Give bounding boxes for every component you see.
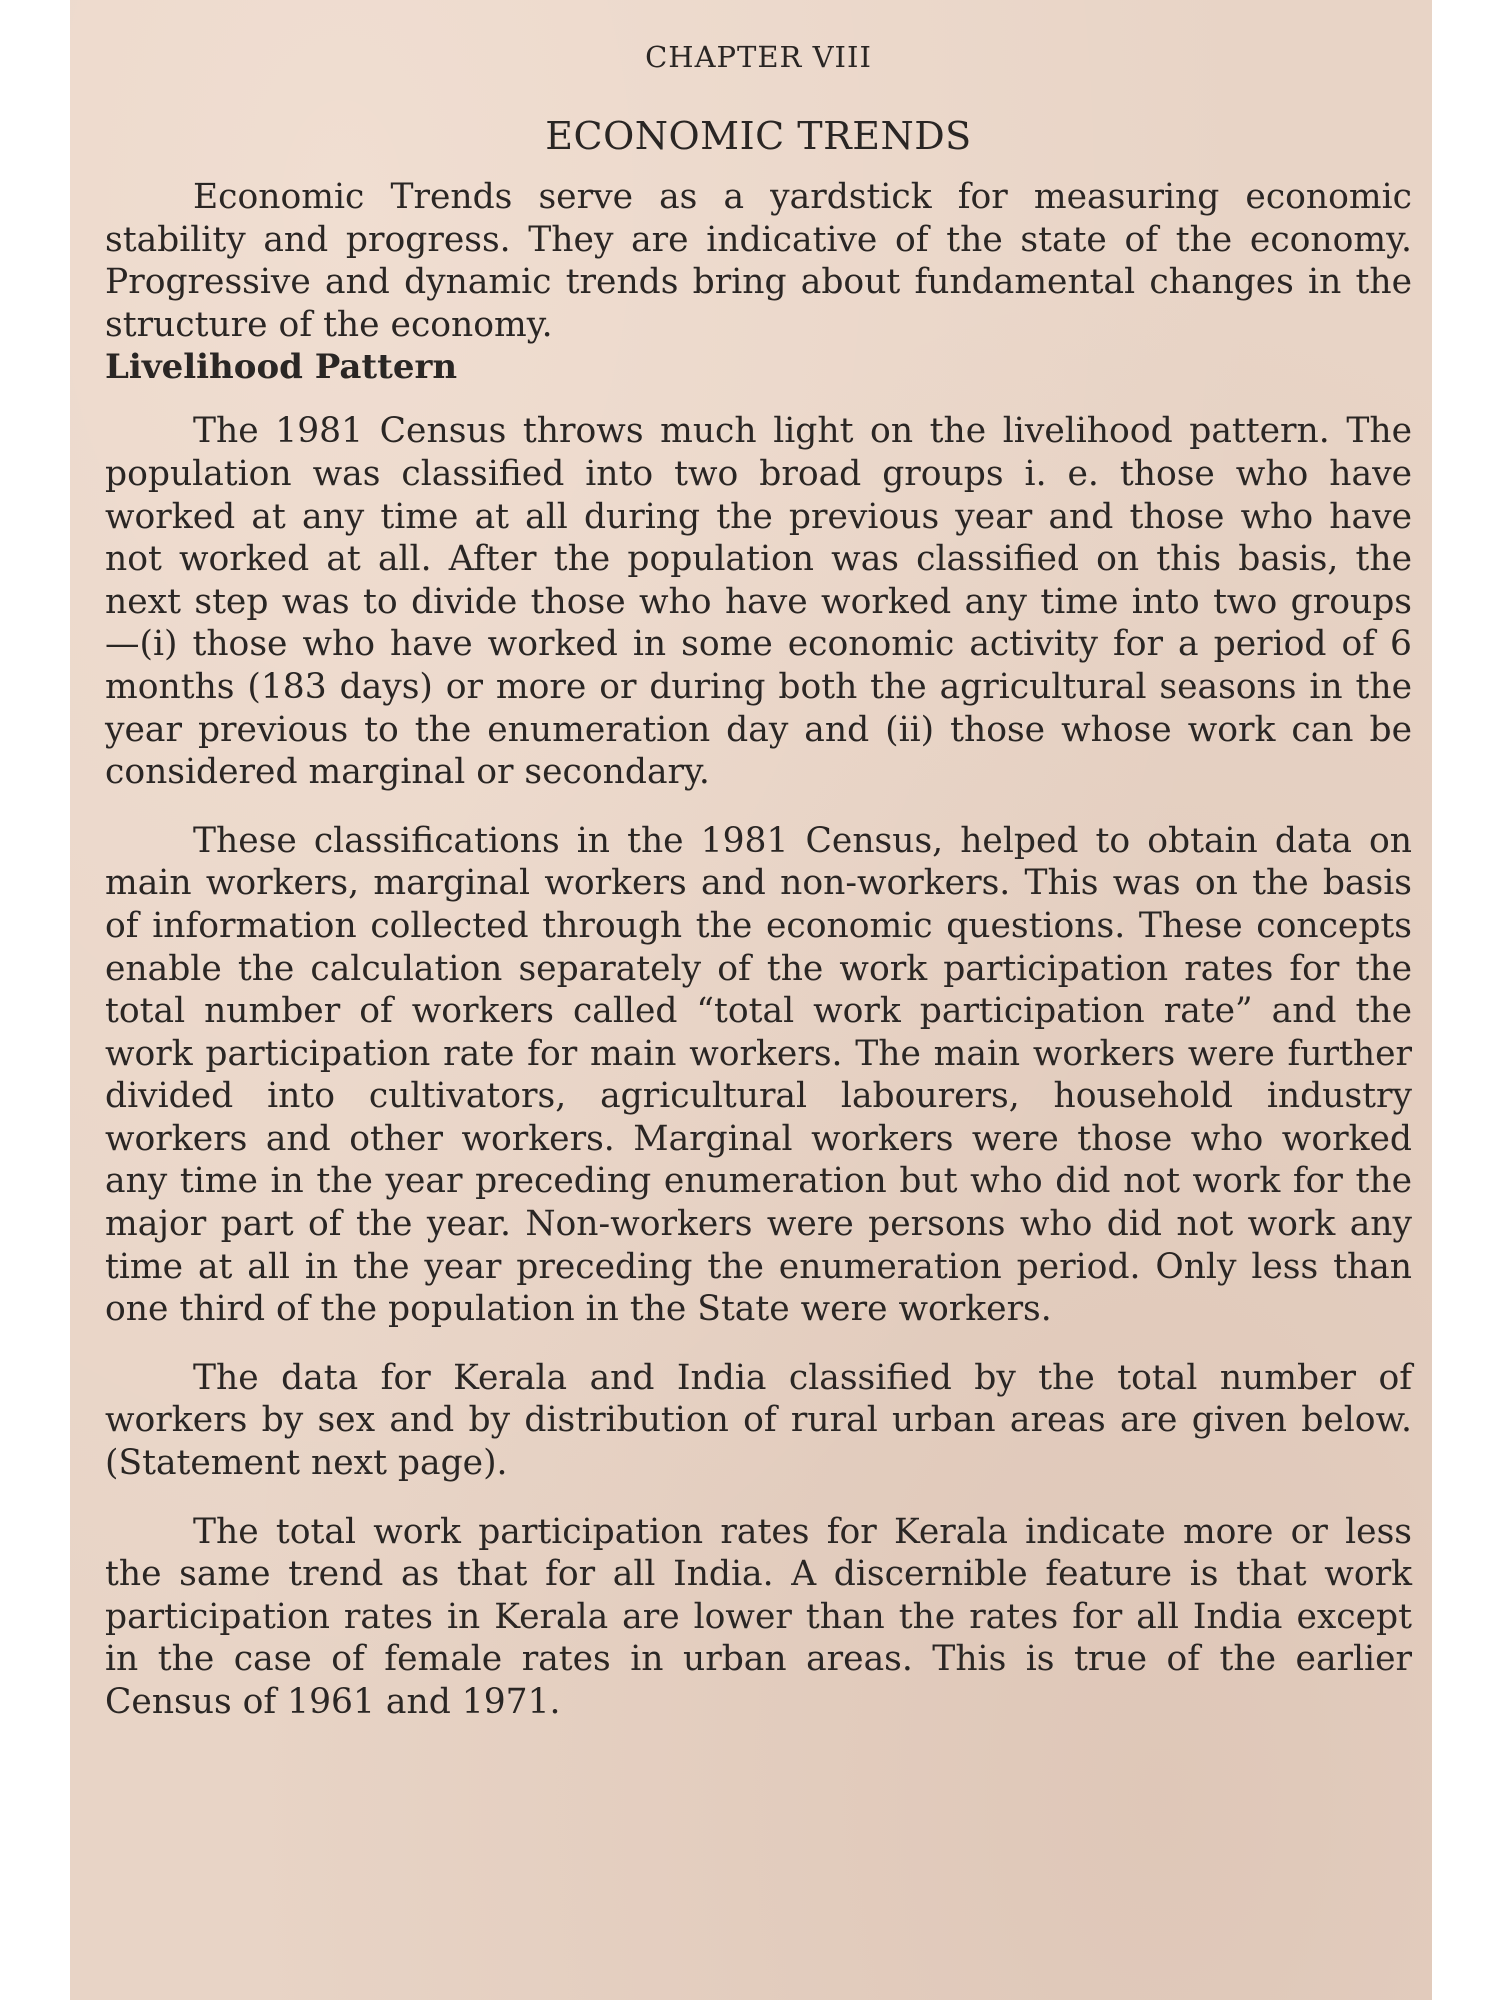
body-paragraph-2: These classifications in the 1981 Census, helped to obtain data on main workers, marginal workers and non-workers. This was on the basis of information collected through the economic questions. These concepts enable the calculation separately of the work participation rates for the total number of workers called “total work participation rate” and the work participation rate for main workers. The main workers were further divided into cultivators, agricultural labourers, household industry workers and other workers. Marginal workers were those who worked any time in the year preceding enumeration but who did not work for the major part of the year. Non-workers were persons who did not work any time at all in the year preceding the enumeration period. Only less than one third of the population in the State were workers.: [105, 820, 1412, 1330]
body-paragraph-1: The 1981 Census throws much light on the livelihood pattern. The population was classified into two broad groups i. e. those who have worked at any time at all during the previous year and those who have not worked at all. After the population was classified on this basis, the next step was to divide those who have worked any time into two groups—(i) those who have worked in some economic activity for a period of 6 months (183 days) or more or during both the agricultural seasons in the year previous to the enumeration day and (ii) those whose work can be considered marginal or secondary.: [105, 411, 1412, 793]
intro-paragraph: Economic Trends serve as a yardstick for measuring economic stability and progress. They are indicative of the state of the economy. Progressive and dynamic trends bring about fundamental changes in the structure of the economy.: [105, 177, 1412, 345]
body-paragraph-4: The total work participation rates for Kerala indicate more or less the same trend as that for all India. A discernible feature is that work participation rates in Kerala are lower than the rates for all India except in the case of female rates in urban areas. This is true of the earlier Census of 1961 and 1971.: [105, 1511, 1412, 1722]
body-paragraph-3: The data for Kerala and India classified by the total number of workers by sex and by distribution of rural urban areas are given below. (Statement next page).: [105, 1357, 1412, 1484]
book-page: [70, 0, 1432, 2000]
chapter-title: ECONOMIC TRENDS: [545, 114, 972, 158]
section-heading: Livelihood Pattern: [105, 347, 458, 388]
chapter-number: CHAPTER VIII: [645, 40, 872, 74]
